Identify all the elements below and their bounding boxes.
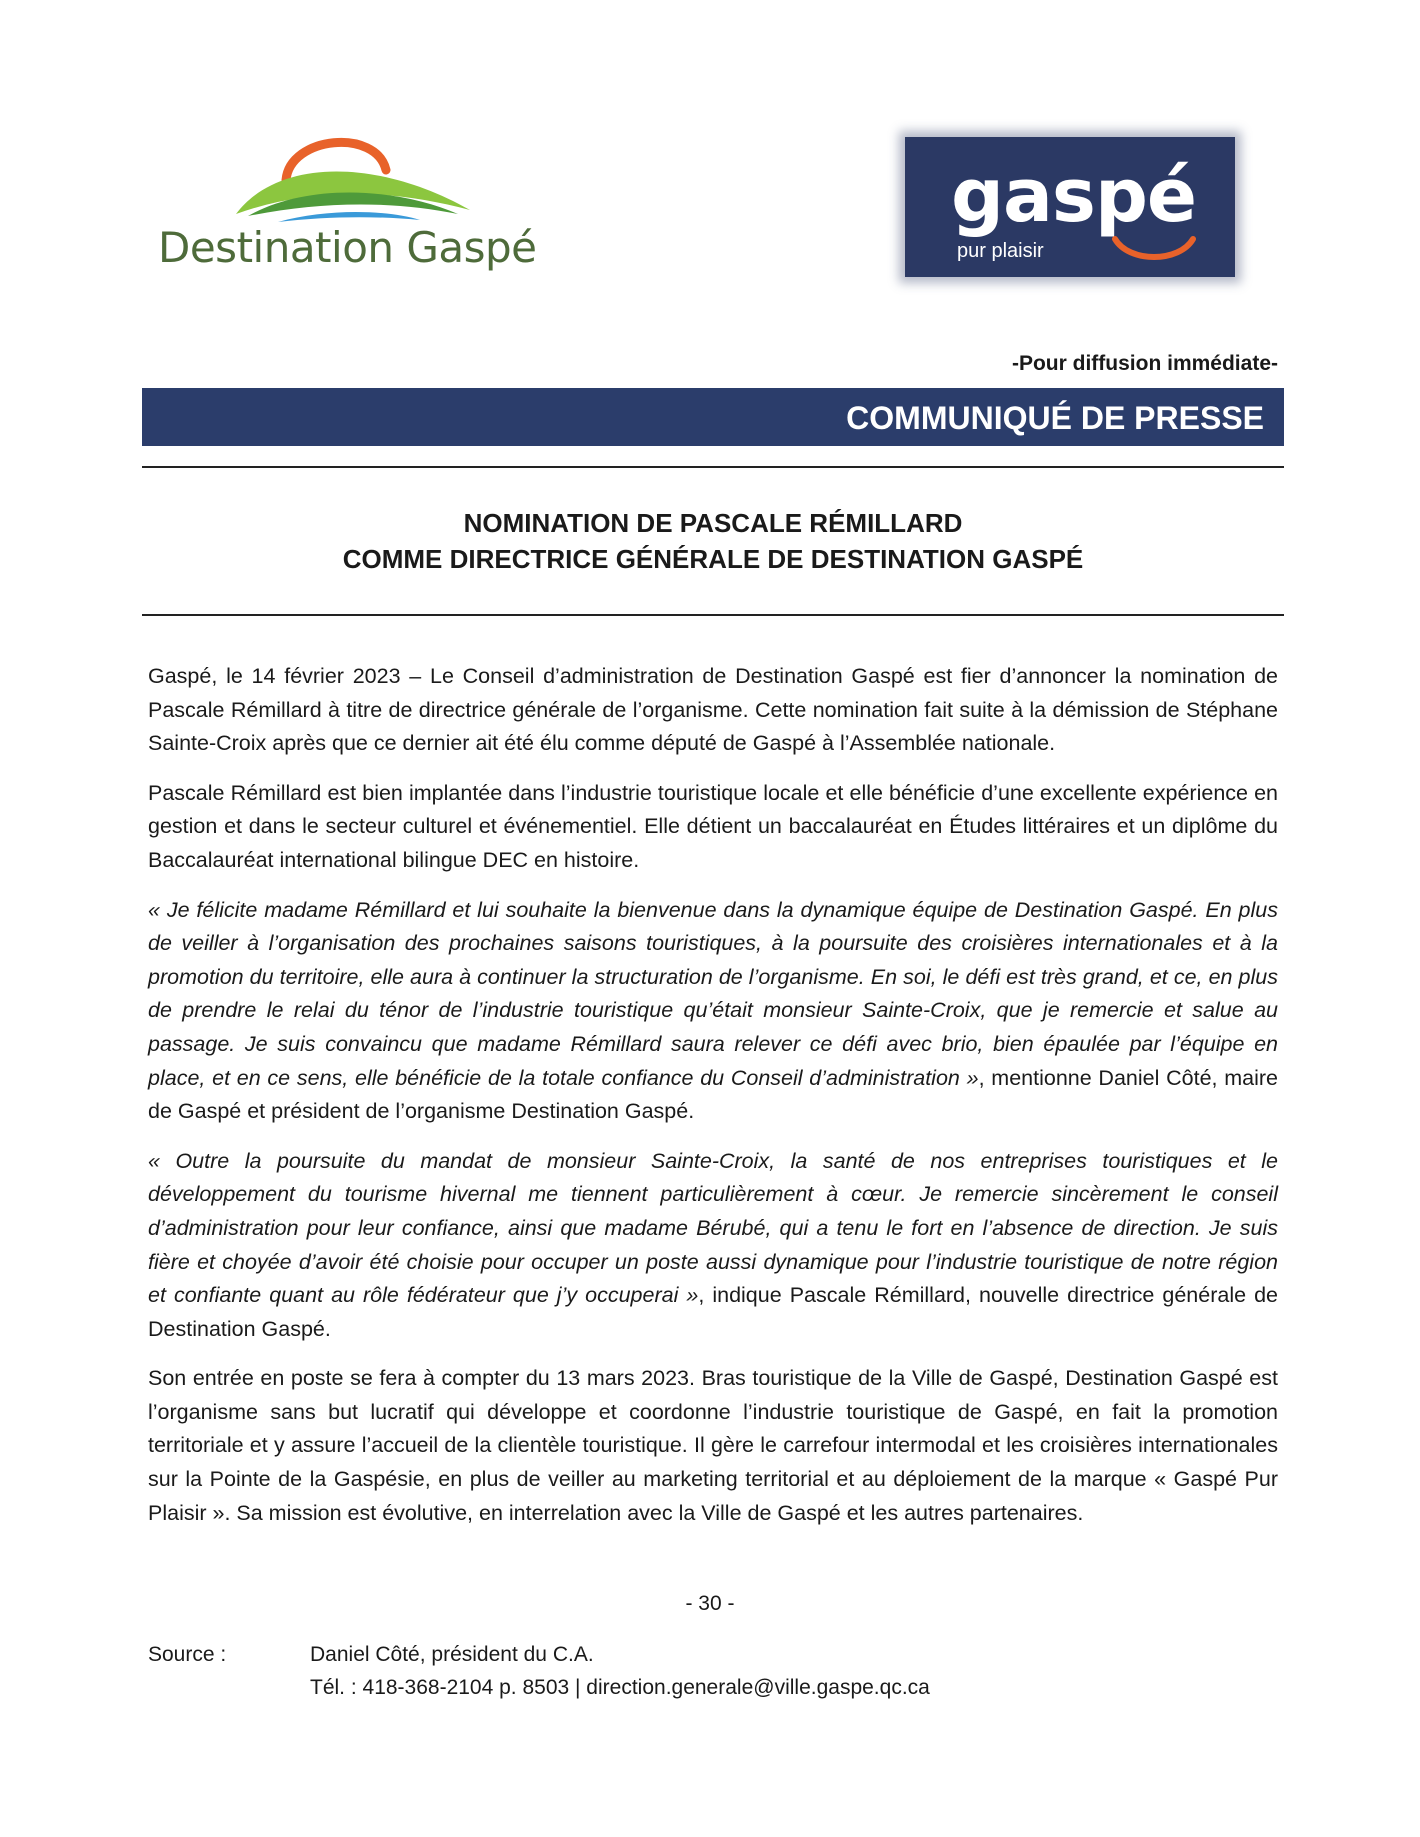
quote-attribution-1: , mentionne Daniel Côté, maire de Gaspé et président de l’organisme Destination Gaspé. xyxy=(148,1065,1278,1124)
headline xyxy=(142,505,1284,577)
article-body xyxy=(148,660,1278,1546)
quote-attribution-2: , indique Pascale Rémillard, nouvelle directrice générale de Destination Gaspé. xyxy=(148,1283,1278,1341)
destination-gaspe-wordmark: Destination Gaspé xyxy=(158,223,537,272)
release-notice: -Pour diffusion immédiate- xyxy=(1011,352,1278,375)
paragraph-5: Son entrée en poste se fera à compter du 13 mars 2023. Bras touristique de la Ville de Gaspé, Destination Gaspé est l’organisme sans but lucratif qui développe et coordonne l’industrie touristique de Gaspé, en fait la promotion territoriale et y assure l’accueil de la clientèle touristique. Il gère le carrefour intermodal et les croisières internationales sur la Pointe de la Gaspésie, en plus de veiller au marketing territorial et au déploiement de la marque « Gaspé Pur Plaisir ». Sa mission est évolutive, en interrelation avec la Ville de Gaspé et les autres partenaires. xyxy=(148,1366,1278,1525)
paragraph-1: Gaspé, le 14 février 2023 – Le Conseil d’administration de Destination Gaspé est fier d’annoncer la nomination de Pascale Rémillard à titre de directrice générale de l’organisme. Cette nomination fait suite à la démission de Stéphane Sainte-Croix après que ce dernier ait été élu comme député de Gaspé à l’Assemblée nationale. xyxy=(148,664,1278,756)
gaspe-wordmark: gaspé xyxy=(951,153,1197,239)
sun-hills-logo-mark xyxy=(158,118,548,228)
paragraph-3 xyxy=(148,894,1278,1129)
quote-pascale-remillard: « Outre la poursuite du mandat de monsieur Sainte-Croix, la santé de nos entreprises touristiques et le développement du tourisme hivernal me tiennent particulièrement à cœur. Je remercie sincèrement le conseil d’administration pour leur confiance, ainsi que madame Bérubé, qui a tenu le fort en l’absence de direction. Je suis fière et choyée d’avoir été choisie pour occuper un poste aussi dynamique pour l’industrie touristique de notre région et confiante quant au rôle fédérateur que j’y occuperai » xyxy=(148,1148,1278,1308)
source-label: Source : xyxy=(148,1643,227,1666)
paragraph-4 xyxy=(148,1145,1278,1347)
banner-title: COMMUNIQUÉ DE PRESSE xyxy=(846,400,1264,436)
source-contact: Tél. : 418-368-2104 p. 8503 | direction.generale@ville.gaspe.qc.ca xyxy=(310,1676,930,1699)
gaspe-pur-plaisir-logo xyxy=(905,137,1235,277)
end-marker: - 30 - xyxy=(685,1592,735,1615)
divider-top xyxy=(142,466,1284,468)
quote-daniel-cote: « Je félicite madame Rémillard et lui souhaite la bienvenue dans la dynamique équipe de Destination Gaspé. En plus de veiller à l’organisation des prochaines saisons touristiques, à la poursuite des croisières internationales et à la promotion du territoire, elle aura à continuer la structuration de l’organisme. En soi, le défi est très grand, et ce, en plus de prendre le relai du ténor de l’industrie touristique qu’était monsieur Sainte-Croix, que je remercie et salue au passage. Je suis convaincu que madame Rémillard saura relever ce défi avec brio, bien épaulée par l’équipe en place, et en ce sens, elle bénéficie de la totale confiance du Conseil d’administration » xyxy=(148,897,1278,1090)
press-release-banner xyxy=(142,388,1284,446)
paragraph-2: Pascale Rémillard est bien implantée dans l’industrie touristique locale et elle bénéficie d’une excellente expérience en gestion et dans le secteur culturel et événementiel. Elle détient un baccalauréat en Études littéraires et un diplôme du Baccalauréat international bilingue DEC en histoire. xyxy=(148,780,1278,872)
pur-plaisir-tagline: pur plaisir xyxy=(957,240,1044,262)
destination-gaspe-logo xyxy=(158,118,548,278)
divider-bottom xyxy=(142,614,1284,616)
headline-line-1: NOMINATION DE PASCALE RÉMILLARD xyxy=(463,508,963,538)
source-name: Daniel Côté, président du C.A. xyxy=(310,1643,594,1666)
smile-icon xyxy=(1109,233,1199,263)
headline-line-2: COMME DIRECTRICE GÉNÉRALE DE DESTINATION GASPÉ xyxy=(342,544,1084,574)
